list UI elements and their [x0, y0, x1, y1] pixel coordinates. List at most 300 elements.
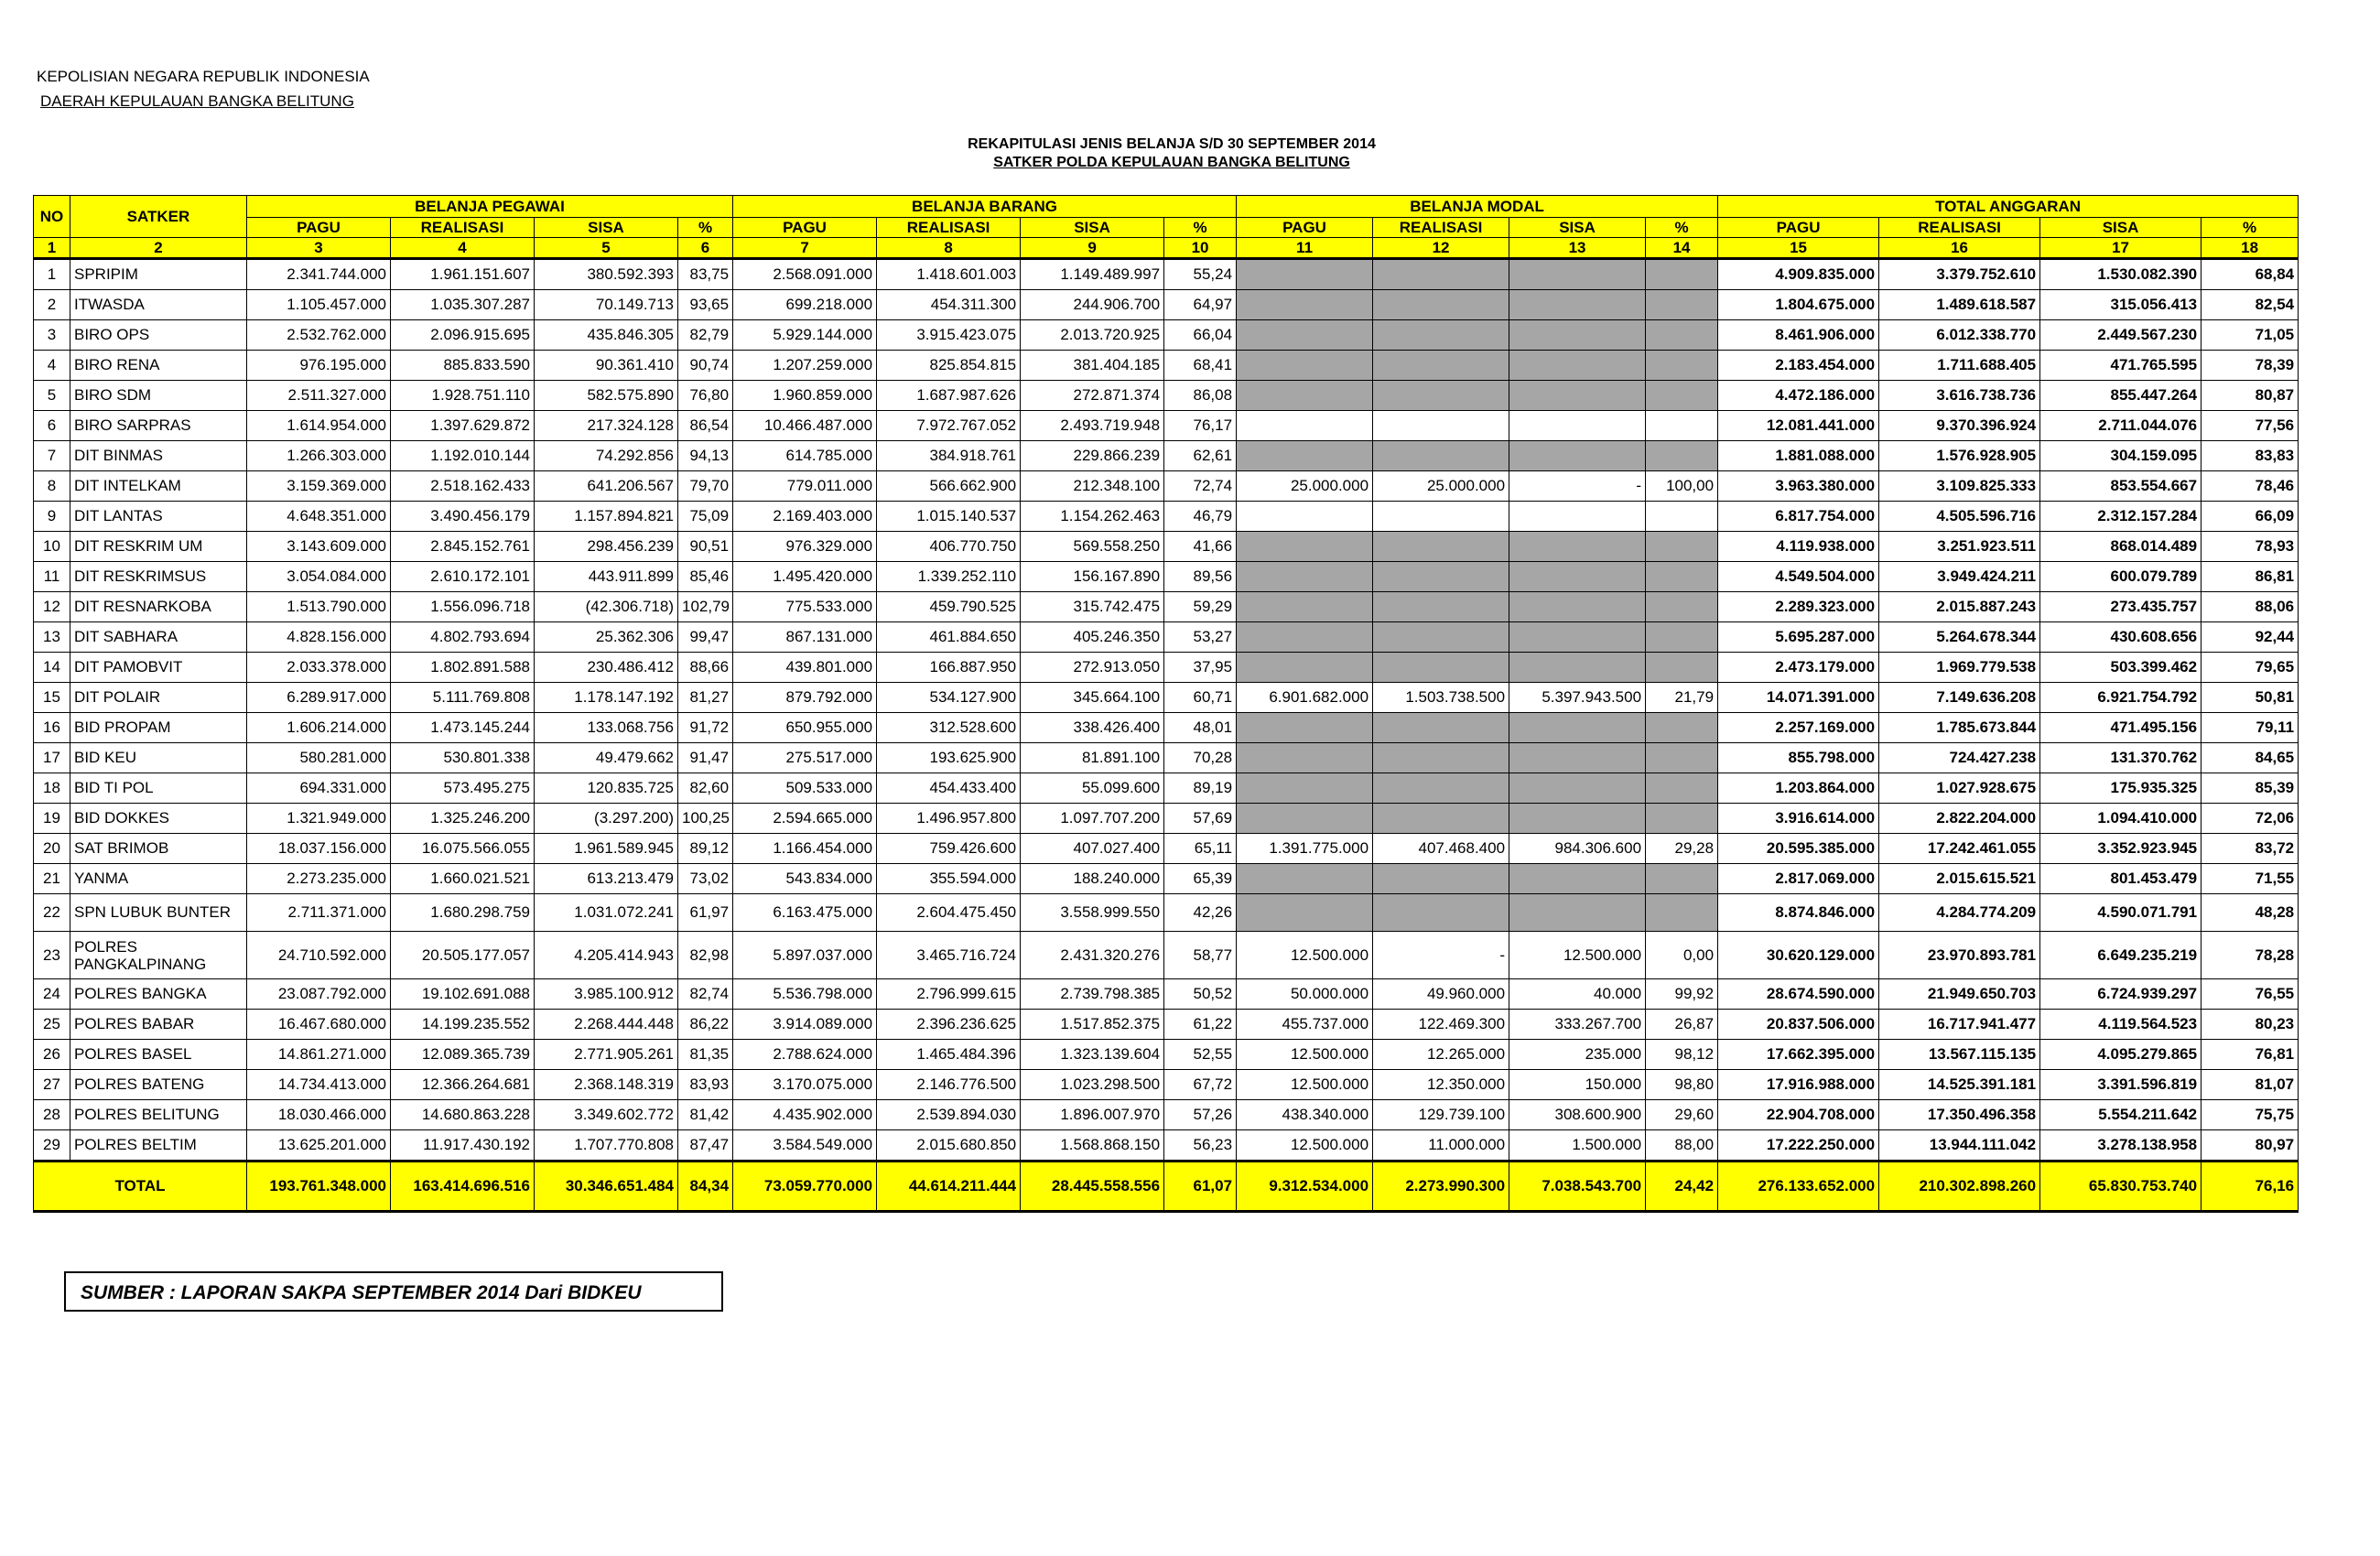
satker-name-cell: POLRES BASEL [70, 1040, 247, 1070]
value-cell [1373, 773, 1509, 804]
value-cell: 976.329.000 [733, 532, 877, 562]
value-cell [1237, 532, 1373, 562]
value-cell: 76,80 [678, 381, 733, 411]
total-anggaran-cell: 17.350.496.358 [1879, 1100, 2040, 1130]
value-cell: 2.532.762.000 [247, 320, 391, 351]
total-anggaran-cell: 66,09 [2202, 502, 2299, 532]
value-cell: 5.536.798.000 [733, 979, 877, 1010]
value-cell: 3.054.084.000 [247, 562, 391, 592]
total-value-cell: 65.830.753.740 [2040, 1162, 2202, 1212]
value-cell: 1.397.629.872 [391, 411, 535, 441]
table-row [34, 532, 2299, 562]
satker-name-cell: DIT SABHARA [70, 622, 247, 653]
value-cell: 2.096.915.695 [391, 320, 535, 351]
value-cell: 2.341.744.000 [247, 259, 391, 290]
total-anggaran-cell: 6.012.338.770 [1879, 320, 2040, 351]
value-cell: 1.802.891.588 [391, 653, 535, 683]
value-cell [1373, 864, 1509, 894]
value-cell: 81,27 [678, 683, 733, 713]
value-cell: 59,29 [1164, 592, 1237, 622]
value-cell: 74.292.856 [535, 441, 678, 471]
value-cell: 82,74 [678, 979, 733, 1010]
row-number-cell: 1 [34, 259, 70, 290]
value-cell [1509, 592, 1646, 622]
total-anggaran-cell: 9.370.396.924 [1879, 411, 2040, 441]
total-value-cell: 276.133.652.000 [1718, 1162, 1879, 1212]
row-number-cell: 6 [34, 411, 70, 441]
report-title [934, 135, 1410, 172]
satker-name-cell: SAT BRIMOB [70, 834, 247, 864]
value-cell: 49.479.662 [535, 743, 678, 773]
value-cell: 1.660.021.521 [391, 864, 535, 894]
total-anggaran-cell: 4.095.279.865 [2040, 1040, 2202, 1070]
total-row [34, 1162, 2299, 1212]
value-cell: 12.265.000 [1373, 1040, 1509, 1070]
subheader-cell: SISA [1509, 218, 1646, 238]
value-cell: 12.500.000 [1237, 1040, 1373, 1070]
value-cell [1646, 622, 1718, 653]
value-cell: 1.166.454.000 [733, 834, 877, 864]
value-cell: 14.680.863.228 [391, 1100, 535, 1130]
value-cell: 509.533.000 [733, 773, 877, 804]
value-cell [1509, 290, 1646, 320]
value-cell: 212.348.100 [1021, 471, 1164, 502]
total-value-cell: 84,34 [678, 1162, 733, 1212]
value-cell [1646, 290, 1718, 320]
satker-name-cell: POLRES PANGKALPINANG [70, 932, 247, 979]
value-cell: 5.929.144.000 [733, 320, 877, 351]
total-anggaran-cell: 471.495.156 [2040, 713, 2202, 743]
total-anggaran-cell: 82,54 [2202, 290, 2299, 320]
value-cell: 25.000.000 [1373, 471, 1509, 502]
total-anggaran-cell: 175.935.325 [2040, 773, 2202, 804]
value-cell: 46,79 [1164, 502, 1237, 532]
value-cell: 235.000 [1509, 1040, 1646, 1070]
value-cell: 16.075.566.055 [391, 834, 535, 864]
total-anggaran-cell: 71,55 [2202, 864, 2299, 894]
total-anggaran-cell: 79,65 [2202, 653, 2299, 683]
title-line-2: SATKER POLDA KEPULAUAN BANGKA BELITUNG [993, 155, 1350, 170]
value-cell: 65,11 [1164, 834, 1237, 864]
value-cell [1646, 894, 1718, 932]
satker-name-cell: BID PROPAM [70, 713, 247, 743]
subheader-cell: PAGU [1237, 218, 1373, 238]
satker-name-cell: BID KEU [70, 743, 247, 773]
value-cell: 699.218.000 [733, 290, 877, 320]
value-cell [1237, 441, 1373, 471]
total-anggaran-cell: 17.222.250.000 [1718, 1130, 1879, 1162]
value-cell: 244.906.700 [1021, 290, 1164, 320]
value-cell [1509, 773, 1646, 804]
value-cell: 759.426.600 [877, 834, 1021, 864]
total-anggaran-cell: 4.549.504.000 [1718, 562, 1879, 592]
value-cell: 1.707.770.808 [535, 1130, 678, 1162]
subheader-cell: REALISASI [391, 218, 535, 238]
total-anggaran-cell: 1.576.928.905 [1879, 441, 2040, 471]
value-cell: 10.466.487.000 [733, 411, 877, 441]
total-anggaran-cell: 3.379.752.610 [1879, 259, 2040, 290]
value-cell [1646, 804, 1718, 834]
group-header-total: TOTAL ANGGARAN [1718, 196, 2299, 218]
value-cell: 37,95 [1164, 653, 1237, 683]
value-cell: 81.891.100 [1021, 743, 1164, 773]
value-cell [1509, 713, 1646, 743]
value-cell: 2.396.236.625 [877, 1010, 1021, 1040]
satker-name-cell: YANMA [70, 864, 247, 894]
value-cell: 530.801.338 [391, 743, 535, 773]
value-cell: 275.517.000 [733, 743, 877, 773]
column-number-cell: 9 [1021, 238, 1164, 259]
subheader-cell: PAGU [247, 218, 391, 238]
value-cell: 333.267.700 [1509, 1010, 1646, 1040]
value-cell: 2.518.162.433 [391, 471, 535, 502]
value-cell: 3.143.609.000 [247, 532, 391, 562]
total-anggaran-cell: 6.921.754.792 [2040, 683, 2202, 713]
total-anggaran-cell: 50,81 [2202, 683, 2299, 713]
total-anggaran-cell: 2.711.044.076 [2040, 411, 2202, 441]
value-cell [1509, 622, 1646, 653]
total-label-cell: TOTAL [34, 1162, 247, 1212]
column-number-cell: 13 [1509, 238, 1646, 259]
row-number-cell: 2 [34, 290, 70, 320]
total-anggaran-cell: 801.453.479 [2040, 864, 2202, 894]
value-cell: 1.192.010.144 [391, 441, 535, 471]
value-cell: 58,77 [1164, 932, 1237, 979]
value-cell [1237, 653, 1373, 683]
title-line-1: REKAPITULASI JENIS BELANJA S/D 30 SEPTEMBER 2014 [968, 136, 1376, 152]
value-cell: 355.594.000 [877, 864, 1021, 894]
satker-name-cell: POLRES BELITUNG [70, 1100, 247, 1130]
total-anggaran-cell: 78,28 [2202, 932, 2299, 979]
total-anggaran-cell: 2.822.204.000 [1879, 804, 2040, 834]
value-cell: 89,19 [1164, 773, 1237, 804]
value-cell: 4.435.902.000 [733, 1100, 877, 1130]
value-cell [1237, 743, 1373, 773]
value-cell: 12.350.000 [1373, 1070, 1509, 1100]
value-cell: 73,02 [678, 864, 733, 894]
value-cell: 4.828.156.000 [247, 622, 391, 653]
value-cell: 405.246.350 [1021, 622, 1164, 653]
total-anggaran-cell: 75,75 [2202, 1100, 2299, 1130]
value-cell: 1.896.007.970 [1021, 1100, 1164, 1130]
total-value-cell: 28.445.558.556 [1021, 1162, 1164, 1212]
table-row [34, 562, 2299, 592]
column-number-cell: 17 [2040, 238, 2202, 259]
value-cell: 580.281.000 [247, 743, 391, 773]
value-cell [1646, 502, 1718, 532]
value-cell: 129.739.100 [1373, 1100, 1509, 1130]
value-cell: 582.575.890 [535, 381, 678, 411]
value-cell: 29,60 [1646, 1100, 1718, 1130]
row-number-cell: 15 [34, 683, 70, 713]
value-cell: 82,60 [678, 773, 733, 804]
table-row [34, 259, 2299, 290]
value-cell [1373, 653, 1509, 683]
total-anggaran-cell: 1.785.673.844 [1879, 713, 2040, 743]
value-cell: 72,74 [1164, 471, 1237, 502]
value-cell [1646, 773, 1718, 804]
table-row [34, 1130, 2299, 1162]
org-line-2: DAERAH KEPULAUAN BANGKA BELITUNG [40, 92, 354, 110]
value-cell [1509, 411, 1646, 441]
value-cell: 1.614.954.000 [247, 411, 391, 441]
value-cell: 86,22 [678, 1010, 733, 1040]
value-cell: 694.331.000 [247, 773, 391, 804]
value-cell [1237, 411, 1373, 441]
value-cell: 25.000.000 [1237, 471, 1373, 502]
subheader-cell: REALISASI [877, 218, 1021, 238]
total-anggaran-cell: 131.370.762 [2040, 743, 2202, 773]
value-cell [1509, 259, 1646, 290]
value-cell [1646, 653, 1718, 683]
value-cell: 5.897.037.000 [733, 932, 877, 979]
total-anggaran-cell: 77,56 [2202, 411, 2299, 441]
value-cell: 439.801.000 [733, 653, 877, 683]
value-cell: 23.087.792.000 [247, 979, 391, 1010]
subheader-cell: SISA [1021, 218, 1164, 238]
total-anggaran-cell: 17.916.988.000 [1718, 1070, 1879, 1100]
table-row [34, 1040, 2299, 1070]
value-cell: (3.297.200) [535, 804, 678, 834]
total-anggaran-cell: 304.159.095 [2040, 441, 2202, 471]
total-anggaran-cell: 1.969.779.538 [1879, 653, 2040, 683]
column-number-cell: 18 [2202, 238, 2299, 259]
value-cell [1646, 381, 1718, 411]
column-number-cell: 7 [733, 238, 877, 259]
total-anggaran-cell: 5.554.211.642 [2040, 1100, 2202, 1130]
value-cell: 11.917.430.192 [391, 1130, 535, 1162]
value-cell: 3.558.999.550 [1021, 894, 1164, 932]
total-anggaran-cell: 86,81 [2202, 562, 2299, 592]
value-cell: 53,27 [1164, 622, 1237, 653]
table-row [34, 932, 2299, 979]
total-anggaran-cell: 8.874.846.000 [1718, 894, 1879, 932]
value-cell: 156.167.890 [1021, 562, 1164, 592]
satker-name-cell: DIT PAMOBVIT [70, 653, 247, 683]
value-cell: 1.321.949.000 [247, 804, 391, 834]
value-cell [1509, 320, 1646, 351]
value-cell: 4.802.793.694 [391, 622, 535, 653]
table-row [34, 592, 2299, 622]
row-number-cell: 11 [34, 562, 70, 592]
value-cell: 12.500.000 [1237, 932, 1373, 979]
value-cell: 67,72 [1164, 1070, 1237, 1100]
subheader-cell: % [1646, 218, 1718, 238]
column-number-cell: 6 [678, 238, 733, 259]
value-cell: 984.306.600 [1509, 834, 1646, 864]
table-row [34, 381, 2299, 411]
total-anggaran-cell: 4.119.564.523 [2040, 1010, 2202, 1040]
row-number-cell: 10 [34, 532, 70, 562]
value-cell: 1.513.790.000 [247, 592, 391, 622]
total-anggaran-cell: 48,28 [2202, 894, 2299, 932]
table-row [34, 320, 2299, 351]
total-anggaran-cell: 20.837.506.000 [1718, 1010, 1879, 1040]
total-anggaran-cell: 4.505.596.716 [1879, 502, 2040, 532]
value-cell: 406.770.750 [877, 532, 1021, 562]
value-cell: 1.149.489.997 [1021, 259, 1164, 290]
value-cell: 150.000 [1509, 1070, 1646, 1100]
row-number-cell: 8 [34, 471, 70, 502]
column-number-cell: 4 [391, 238, 535, 259]
value-cell: 85,46 [678, 562, 733, 592]
column-number-cell: 14 [1646, 238, 1718, 259]
total-anggaran-cell: 6.649.235.219 [2040, 932, 2202, 979]
value-cell [1373, 411, 1509, 441]
value-cell: 867.131.000 [733, 622, 877, 653]
value-cell: 18.030.466.000 [247, 1100, 391, 1130]
value-cell: 4.205.414.943 [535, 932, 678, 979]
satker-name-cell: DIT LANTAS [70, 502, 247, 532]
value-cell [1373, 290, 1509, 320]
value-cell: 5.397.943.500 [1509, 683, 1646, 713]
total-anggaran-cell: 12.081.441.000 [1718, 411, 1879, 441]
source-note: SUMBER : LAPORAN SAKPA SEPTEMBER 2014 Dari BIDKEU [64, 1271, 723, 1312]
total-anggaran-cell: 853.554.667 [2040, 471, 2202, 502]
row-number-cell: 13 [34, 622, 70, 653]
value-cell: 1.035.307.287 [391, 290, 535, 320]
value-cell: 70,28 [1164, 743, 1237, 773]
value-cell: 230.486.412 [535, 653, 678, 683]
total-anggaran-cell: 80,23 [2202, 1010, 2299, 1040]
value-cell: 14.734.413.000 [247, 1070, 391, 1100]
value-cell: 1.105.457.000 [247, 290, 391, 320]
value-cell [1646, 562, 1718, 592]
total-anggaran-cell: 20.595.385.000 [1718, 834, 1879, 864]
value-cell: 55.099.600 [1021, 773, 1164, 804]
value-cell [1646, 259, 1718, 290]
total-anggaran-cell: 273.435.757 [2040, 592, 2202, 622]
value-cell: 19.102.691.088 [391, 979, 535, 1010]
value-cell: 79,70 [678, 471, 733, 502]
total-anggaran-cell: 14.525.391.181 [1879, 1070, 2040, 1100]
value-cell: 2.015.680.850 [877, 1130, 1021, 1162]
value-cell [1237, 320, 1373, 351]
value-cell: 62,61 [1164, 441, 1237, 471]
total-value-cell: 9.312.534.000 [1237, 1162, 1373, 1212]
total-anggaran-cell: 78,46 [2202, 471, 2299, 502]
value-cell: 18.037.156.000 [247, 834, 391, 864]
value-cell: 2.268.444.448 [535, 1010, 678, 1040]
value-cell: 2.568.091.000 [733, 259, 877, 290]
total-anggaran-cell: 16.717.941.477 [1879, 1010, 2040, 1040]
total-anggaran-cell: 81,07 [2202, 1070, 2299, 1100]
table-row [34, 713, 2299, 743]
table-row [34, 864, 2299, 894]
value-cell [1237, 864, 1373, 894]
value-cell: 40.000 [1509, 979, 1646, 1010]
value-cell: 12.500.000 [1509, 932, 1646, 979]
row-number-cell: 25 [34, 1010, 70, 1040]
table-row [34, 653, 2299, 683]
column-number-cell: 11 [1237, 238, 1373, 259]
value-cell [1509, 653, 1646, 683]
total-anggaran-cell: 4.119.938.000 [1718, 532, 1879, 562]
value-cell: 2.796.999.615 [877, 979, 1021, 1010]
total-anggaran-cell: 2.183.454.000 [1718, 351, 1879, 381]
value-cell: 2.739.798.385 [1021, 979, 1164, 1010]
total-anggaran-cell: 83,83 [2202, 441, 2299, 471]
total-anggaran-cell: 430.608.656 [2040, 622, 2202, 653]
value-cell: 1.687.987.626 [877, 381, 1021, 411]
value-cell [1509, 804, 1646, 834]
subheader-cell: REALISASI [1879, 218, 2040, 238]
value-cell: 20.505.177.057 [391, 932, 535, 979]
value-cell: 68,41 [1164, 351, 1237, 381]
total-anggaran-cell: 83,72 [2202, 834, 2299, 864]
value-cell: 89,12 [678, 834, 733, 864]
value-cell: 338.426.400 [1021, 713, 1164, 743]
table-row [34, 471, 2299, 502]
total-anggaran-cell: 30.620.129.000 [1718, 932, 1879, 979]
value-cell: 461.884.650 [877, 622, 1021, 653]
value-cell: 2.511.327.000 [247, 381, 391, 411]
value-cell: 3.915.423.075 [877, 320, 1021, 351]
value-cell: 879.792.000 [733, 683, 877, 713]
row-number-cell: 16 [34, 713, 70, 743]
value-cell: 2.610.172.101 [391, 562, 535, 592]
value-cell: 2.604.475.450 [877, 894, 1021, 932]
value-cell: 102,79 [678, 592, 733, 622]
satker-name-cell: SPN LUBUK BUNTER [70, 894, 247, 932]
value-cell: 16.467.680.000 [247, 1010, 391, 1040]
value-cell: 3.584.549.000 [733, 1130, 877, 1162]
value-cell: 75,09 [678, 502, 733, 532]
value-cell: 454.311.300 [877, 290, 1021, 320]
total-anggaran-cell: 1.489.618.587 [1879, 290, 2040, 320]
value-cell: 566.662.900 [877, 471, 1021, 502]
total-anggaran-cell: 76,55 [2202, 979, 2299, 1010]
value-cell [1373, 713, 1509, 743]
value-cell: 91,72 [678, 713, 733, 743]
value-cell: 133.068.756 [535, 713, 678, 743]
total-anggaran-cell: 1.881.088.000 [1718, 441, 1879, 471]
column-number-cell: 8 [877, 238, 1021, 259]
value-cell: 272.871.374 [1021, 381, 1164, 411]
value-cell: 650.955.000 [733, 713, 877, 743]
value-cell: 70.149.713 [535, 290, 678, 320]
value-cell: 380.592.393 [535, 259, 678, 290]
value-cell: 6.289.917.000 [247, 683, 391, 713]
total-anggaran-cell: 2.817.069.000 [1718, 864, 1879, 894]
value-cell: 50.000.000 [1237, 979, 1373, 1010]
satker-name-cell: BID DOKKES [70, 804, 247, 834]
value-cell: 455.737.000 [1237, 1010, 1373, 1040]
value-cell: 2.013.720.925 [1021, 320, 1164, 351]
total-value-cell: 193.761.348.000 [247, 1162, 391, 1212]
table-row [34, 1010, 2299, 1040]
value-cell [1237, 502, 1373, 532]
value-cell: 14.861.271.000 [247, 1040, 391, 1070]
satker-name-cell: POLRES BATENG [70, 1070, 247, 1100]
value-cell: 83,93 [678, 1070, 733, 1100]
total-value-cell: 7.038.543.700 [1509, 1162, 1646, 1212]
total-anggaran-cell: 1.203.864.000 [1718, 773, 1879, 804]
table-row [34, 894, 2299, 932]
table-row [34, 1070, 2299, 1100]
value-cell: 88,66 [678, 653, 733, 683]
satker-name-cell: DIT BINMAS [70, 441, 247, 471]
value-cell: 308.600.900 [1509, 1100, 1646, 1130]
column-number-cell: 2 [70, 238, 247, 259]
value-cell: 454.433.400 [877, 773, 1021, 804]
value-cell: 3.914.089.000 [733, 1010, 877, 1040]
total-value-cell: 76,16 [2202, 1162, 2299, 1212]
value-cell: 1.961.589.945 [535, 834, 678, 864]
value-cell: 76,17 [1164, 411, 1237, 441]
total-anggaran-cell: 6.724.939.297 [2040, 979, 2202, 1010]
value-cell: 122.469.300 [1373, 1010, 1509, 1040]
